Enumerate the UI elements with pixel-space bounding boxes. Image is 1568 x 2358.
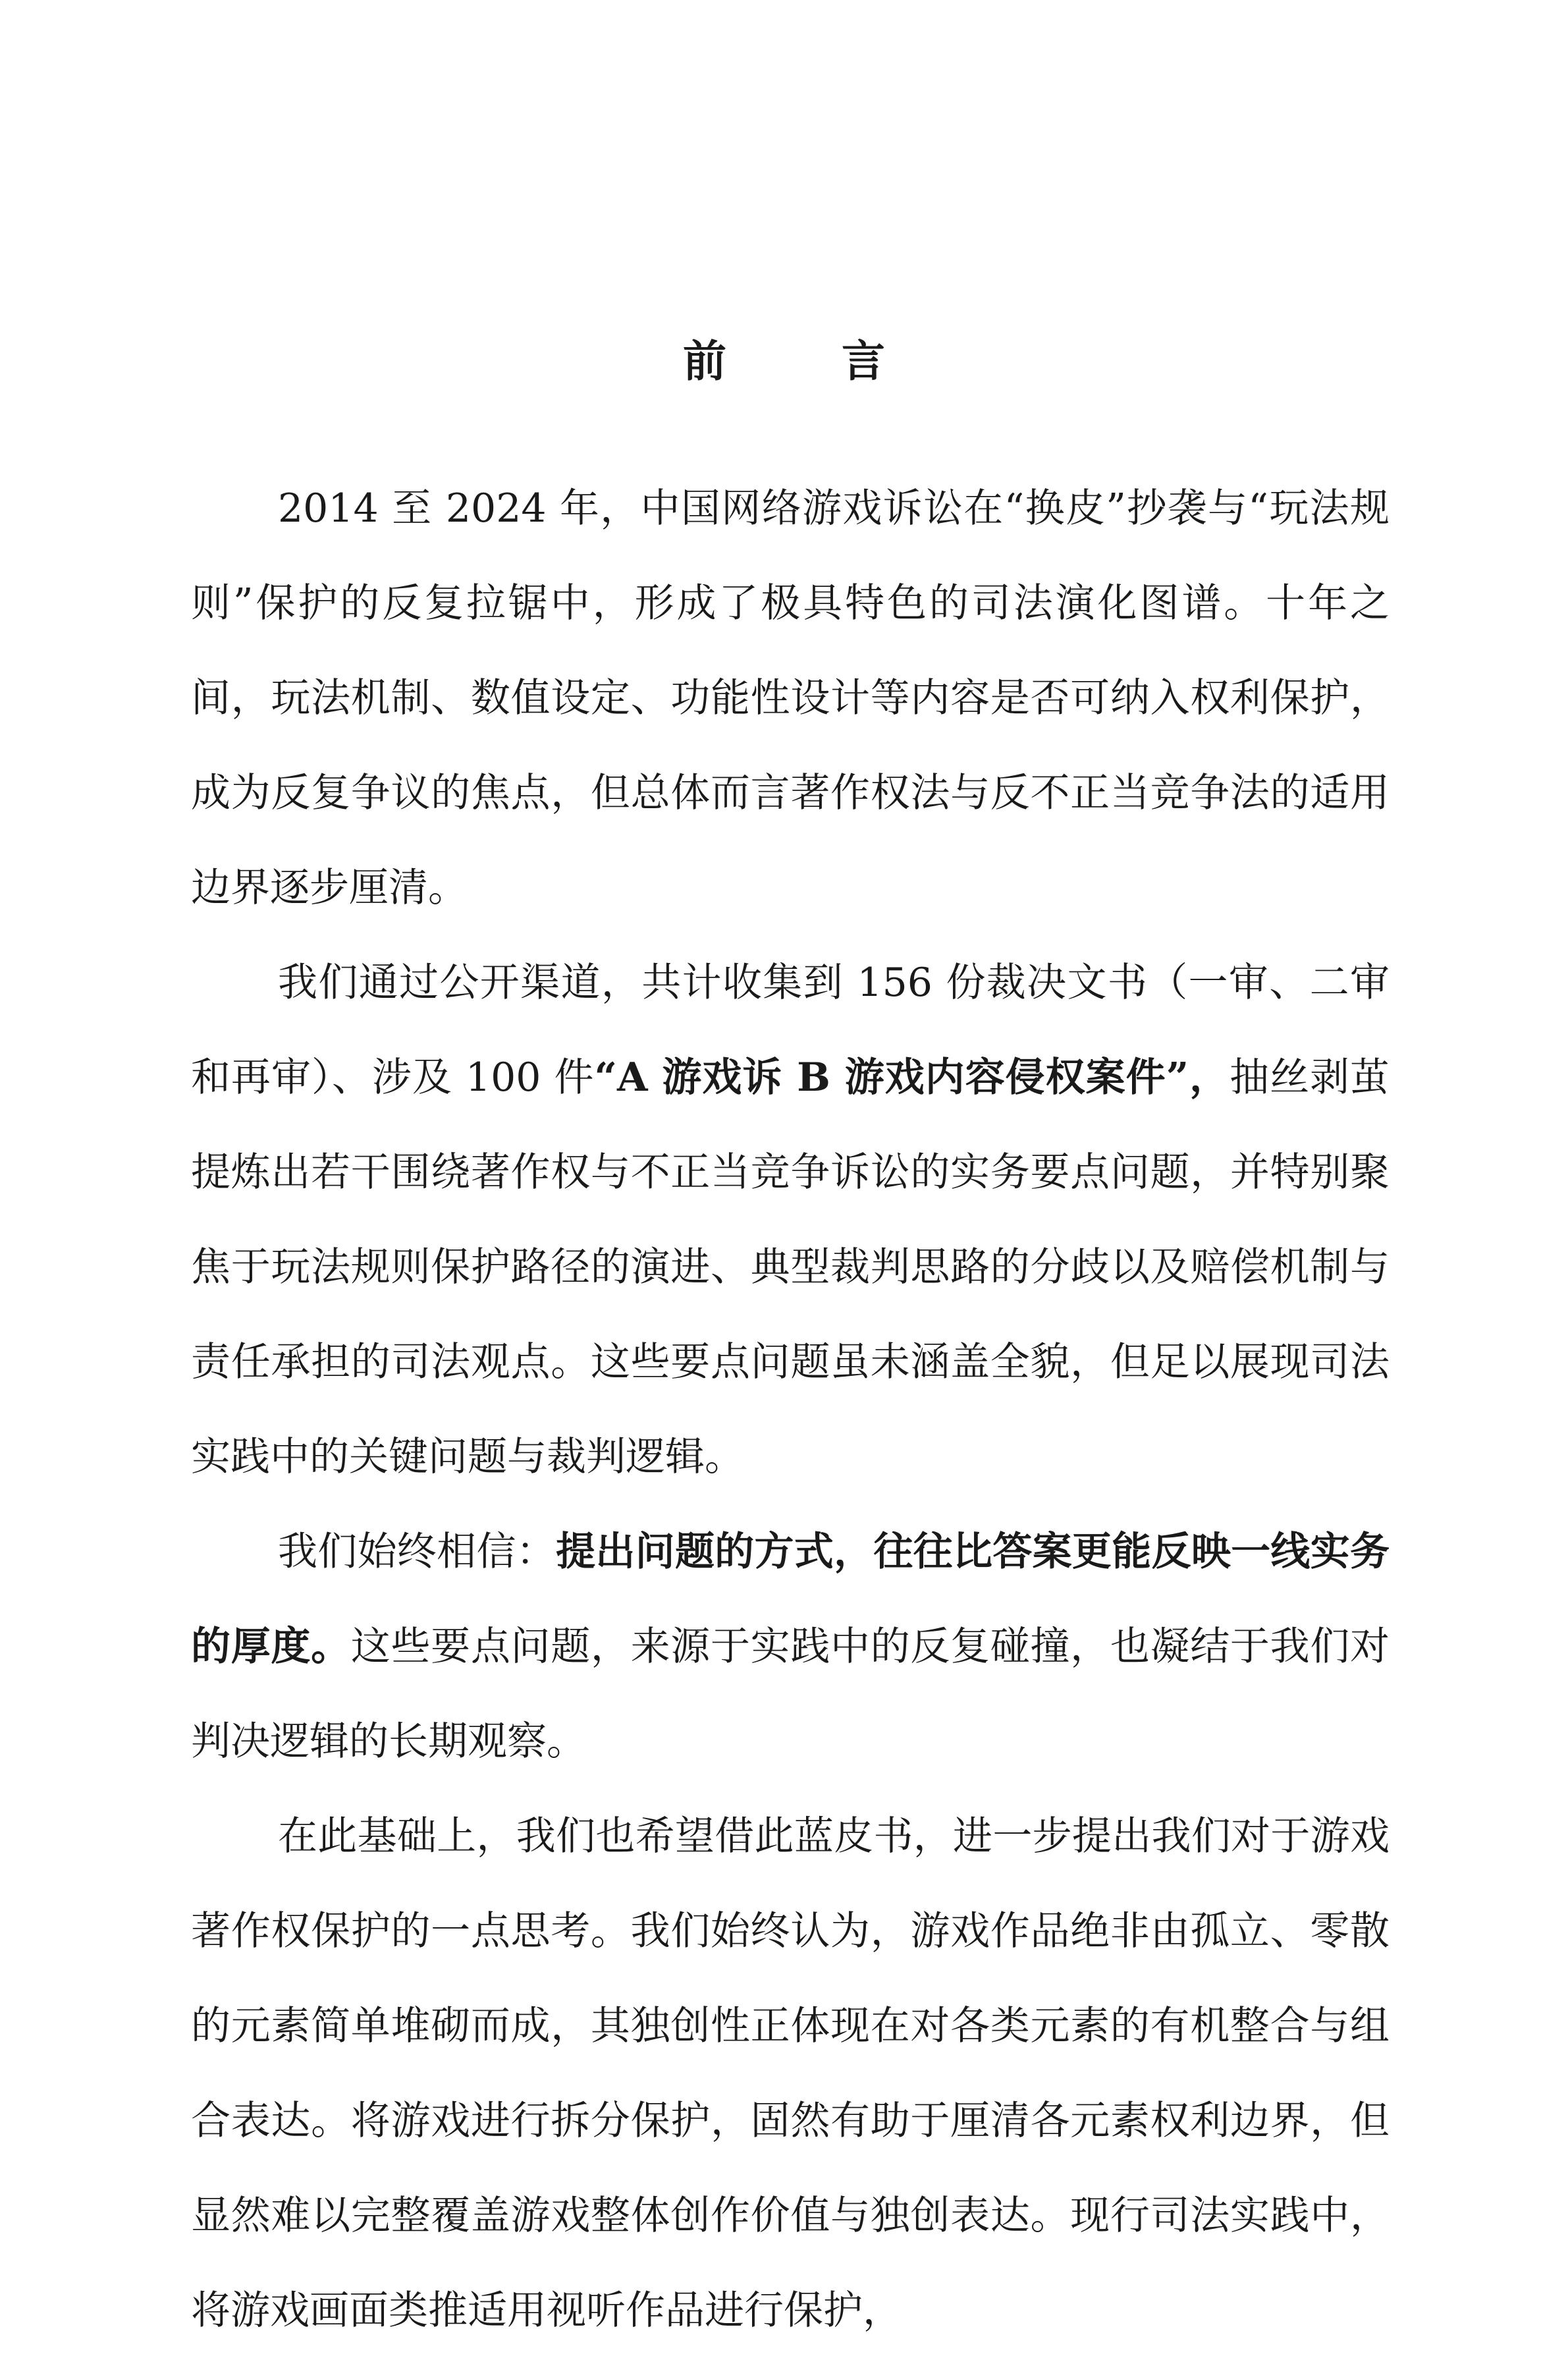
body-text xyxy=(191,461,1390,2358)
paragraph-2-bold-case-title: “A 游戏诉 B 游戏内容侵权案件”， xyxy=(594,1055,1230,1101)
paragraph-3-text-a: 我们始终相信： xyxy=(278,1529,556,1575)
paragraph-1 xyxy=(191,461,1390,935)
paragraph-4 xyxy=(191,1789,1390,2358)
paragraph-2 xyxy=(191,935,1390,1504)
paragraph-3 xyxy=(191,1504,1390,1789)
paragraph-3-bold-statement: 提出问题的方式，往往比答案更能反映一线实务的厚度。 xyxy=(191,1529,1390,1670)
paragraph-1-text: 2014 至 2024 年，中国网络游戏诉讼在“换皮”抄袭与“玩法规则”保护的反复拉锯中，形成了极具特色的司法演化图谱。十年之间，玩法机制、数值设定、功能性设计等内容是否可纳入权利保护，成为反复争议的焦点，但总体而言著作权法与反不正当竞争法的适用边界逐步厘清。 xyxy=(191,485,1390,911)
paragraph-4-text: 在此基础上，我们也希望借此蓝皮书，进一步提出我们对于游戏著作权保护的一点思考。我们始终认为，游戏作品绝非由孤立、零散的元素简单堆砌而成，其独创性正体现在对各类元素的有机整合与组合表达。将游戏进行拆分保护，固然有助于厘清各元素权利边界，但显然难以完整覆盖游戏整体创作价值与独创表达。现行司法实践中，将游戏画面类推适用视听作品进行保护， xyxy=(191,1813,1390,2334)
paragraph-2-text-b: 抽丝剥茧提炼出若干围绕著作权与不正当竞争诉讼的实务要点问题，并特别聚焦于玩法规则保护路径的演进、典型裁判思路的分歧以及赔偿机制与责任承担的司法观点。这些要点问题虽未涵盖全貌，但足以展现司法实践中的关键问题与裁判逻辑。 xyxy=(191,1055,1390,1480)
page-title: 前 言 xyxy=(683,335,935,387)
paragraph-3-text-b: 这些要点问题，来源于实践中的反复碰撞，也凝结于我们对判决逻辑的长期观察。 xyxy=(191,1624,1390,1765)
paragraph-2-text-a: 我们通过公开渠道，共计收集到 156 份裁决文书（一审、二审和再审）、涉及 100 件 xyxy=(191,960,1390,1101)
